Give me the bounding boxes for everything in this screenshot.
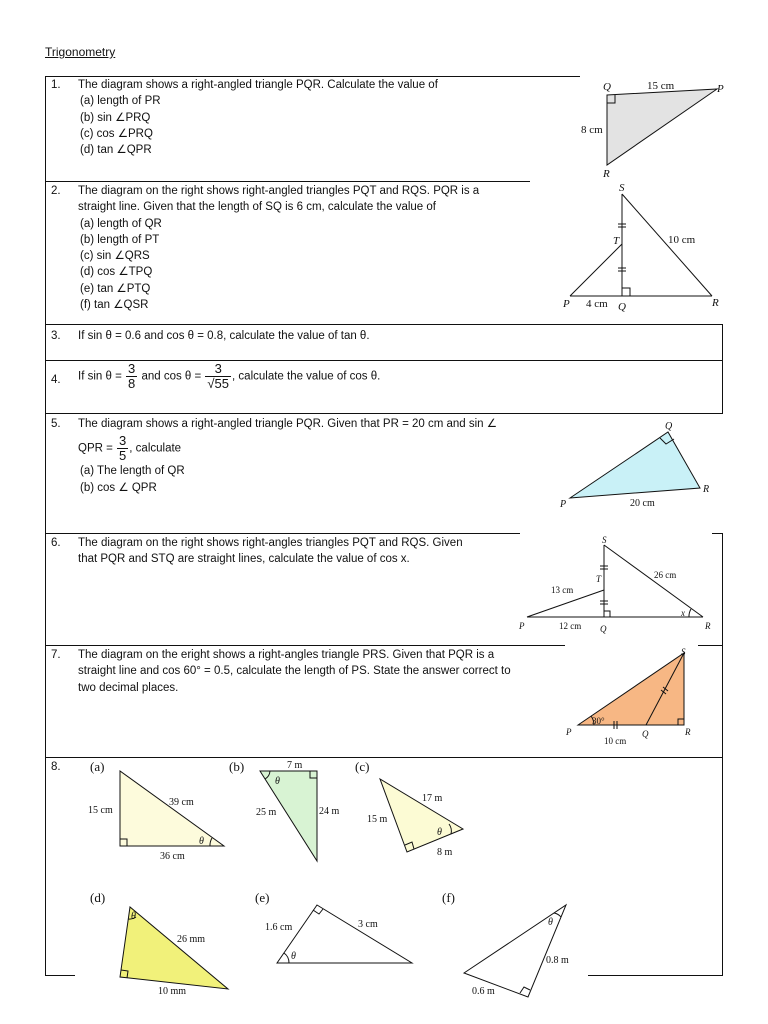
fraction-numerator: 3 — [119, 433, 127, 449]
side-length-label: 20 cm — [630, 498, 655, 509]
triangle-pqr — [607, 89, 717, 165]
side-length-label: 17 m — [422, 793, 443, 804]
question-part: (e) tan ∠PTQ — [80, 282, 151, 295]
side-length-label: 13 cm — [551, 585, 574, 595]
vertex-s-label: S — [681, 647, 686, 657]
table-rule — [45, 975, 75, 976]
fraction-denominator: 5 — [119, 448, 127, 464]
q8f-diagram — [440, 885, 590, 1015]
question-number: 3. — [51, 330, 61, 342]
fraction — [205, 362, 231, 391]
vertex-r-label: R — [603, 168, 610, 180]
question-8 — [51, 759, 81, 779]
vertex-p-label: P — [519, 621, 525, 631]
fraction — [117, 434, 128, 463]
question-part: (d) tan ∠QPR — [80, 144, 152, 157]
angle-x-label: x — [681, 608, 685, 618]
question-3 — [51, 328, 651, 348]
q8e-diagram — [255, 885, 425, 975]
question-part: (b) cos ∠ QPR — [80, 481, 157, 494]
part-label: (d) — [90, 890, 106, 905]
question-text: two decimal places. — [78, 681, 179, 694]
question-part: (a) The length of QR — [80, 465, 185, 478]
question-number: 6. — [51, 537, 61, 549]
vertex-r-label: R — [705, 621, 711, 631]
question-part: (d) cos ∠TPQ — [80, 266, 153, 279]
theta-label: θ — [199, 836, 204, 847]
question-4 — [51, 362, 651, 406]
side-length-label: 15 m — [367, 814, 388, 825]
table-rule — [588, 975, 723, 976]
question-6 — [51, 535, 521, 575]
question-text: and cos θ = — [141, 370, 202, 383]
question-7 — [51, 647, 561, 702]
question-part: (a) length of PR — [80, 95, 161, 108]
question-part: (b) length of PT — [80, 233, 160, 246]
question-text: straight line and cos 60° = 0.5, calculate the length of PS. State the answer correct to — [78, 665, 511, 678]
part-label: (b) — [229, 759, 245, 774]
fraction-numerator: 3 — [128, 361, 136, 376]
question-part: (b) sin ∠PRQ — [80, 111, 151, 124]
side-length-label: 26 mm — [177, 934, 206, 945]
vertex-t-label: T — [613, 235, 620, 247]
part-label: (e) — [255, 890, 270, 905]
fraction-denominator: √55 — [207, 376, 230, 391]
vertex-p-label: P — [560, 499, 567, 510]
vertex-r-label: R — [703, 484, 710, 495]
side-length-label: 3 cm — [358, 919, 378, 930]
question-text: straight line. Given that the length of SQ is 6 cm, calculate the value of — [78, 201, 436, 214]
table-rule — [45, 645, 565, 646]
q8d-diagram — [80, 885, 235, 1005]
question-part: (c) sin ∠QRS — [80, 250, 150, 263]
table-rule — [722, 324, 723, 414]
vertex-q-label: Q — [665, 421, 673, 432]
fraction-denominator: 8 — [128, 376, 136, 391]
side-length-label: 12 cm — [559, 621, 582, 631]
question-text: that PQR and STQ are straight lines, calculate the value of cos x. — [78, 553, 410, 566]
question-text: The diagram shows a right-angled triangle PQR. Given that PR = 20 cm and sin ∠ — [78, 418, 498, 430]
vertex-r-label: R — [685, 727, 691, 737]
side-length-label: 0.6 m — [472, 986, 495, 997]
side-length-label: 1.6 cm — [265, 922, 293, 933]
vertex-s-label: S — [602, 535, 607, 545]
vertex-p-label: P — [566, 727, 572, 737]
vertex-p-label: P — [717, 83, 724, 95]
question-1 — [51, 77, 581, 177]
theta-label: θ — [275, 776, 280, 787]
angle-label: 30° — [592, 716, 605, 726]
question-number: 5. — [51, 418, 61, 430]
theta-label: θ — [437, 827, 442, 838]
question-text: The diagram on the eright shows a right-angles triangle PRS. Given that PQR is a — [78, 649, 495, 661]
vertex-q-label: Q — [603, 81, 611, 93]
question-2 — [51, 183, 561, 323]
q8b-diagram — [225, 757, 350, 867]
table-rule — [45, 533, 520, 534]
table-rule — [45, 181, 530, 182]
side-length-label: 24 m — [319, 806, 340, 817]
side-length-label: 15 cm — [88, 805, 113, 816]
side-length-label: 26 cm — [654, 570, 677, 580]
table-rule — [722, 533, 723, 976]
q1-diagram — [575, 78, 725, 178]
q2-diagram — [560, 182, 725, 317]
side-length-label: 8 cm — [581, 124, 603, 136]
vertex-q-label: Q — [600, 624, 607, 634]
q5-diagram — [550, 420, 720, 515]
part-label: (f) — [442, 890, 455, 905]
question-text: , calculate — [129, 442, 182, 455]
theta-label: θ — [131, 911, 136, 922]
question-5 — [51, 416, 551, 526]
fraction — [126, 362, 137, 391]
question-text: The diagram on the right shows right-angled triangles PQT and RQS. PQR is a — [78, 185, 480, 197]
side-length-label: 8 m — [437, 847, 453, 858]
vertex-p-label: P — [563, 298, 570, 310]
side-length-label: 15 cm — [647, 80, 675, 92]
question-number: 7. — [51, 649, 61, 661]
side-length-label: 25 m — [256, 807, 277, 818]
question-text: If sin θ = 0.6 and cos θ = 0.8, calculate the value of tan θ. — [78, 330, 370, 342]
side-length-label: 10 cm — [604, 736, 627, 746]
q6-diagram — [515, 533, 715, 638]
question-number: 2. — [51, 185, 61, 197]
vertex-s-label: S — [619, 182, 625, 194]
table-rule — [45, 76, 46, 976]
vertex-q-label: Q — [618, 301, 626, 313]
question-number: 8. — [51, 761, 61, 773]
vertex-r-label: R — [712, 297, 719, 309]
vertex-t-label: T — [596, 574, 602, 584]
side-length-label: 4 cm — [586, 298, 608, 310]
q8c-diagram — [355, 757, 475, 867]
question-text: QPR = — [78, 442, 113, 455]
theta-label: θ — [291, 951, 296, 962]
table-rule — [45, 324, 723, 325]
question-part: (c) cos ∠PRQ — [80, 127, 153, 140]
q7-diagram — [560, 645, 705, 750]
table-rule — [45, 413, 723, 414]
side-length-label: 7 m — [287, 760, 303, 771]
question-part: (f) tan ∠QSR — [80, 299, 149, 312]
side-length-label: 10 mm — [158, 986, 187, 997]
question-text: The diagram on the right shows right-angles triangles PQT and RQS. Given — [78, 537, 463, 549]
vertex-q-label: Q — [642, 729, 649, 739]
part-label: (c) — [355, 759, 370, 774]
question-number: 4. — [51, 374, 61, 386]
side-length-label: 10 cm — [668, 234, 696, 246]
side-length-label: 39 cm — [169, 797, 194, 808]
side-length-label: 36 cm — [160, 851, 185, 862]
part-label: (a) — [90, 759, 105, 774]
table-rule — [45, 360, 723, 361]
page-title: Trigonometry — [45, 45, 116, 59]
side-length-label: 0.8 m — [546, 955, 569, 966]
question-text: , calculate the value of cos θ. — [232, 370, 381, 383]
question-part: (a) length of QR — [80, 217, 162, 230]
q8a-diagram — [80, 757, 235, 867]
question-text: The diagram shows a right-angled triangle PQR. Calculate the value of — [78, 79, 438, 91]
fraction-numerator: 3 — [205, 362, 231, 377]
question-number: 1. — [51, 79, 61, 91]
question-text: If sin θ = — [78, 370, 122, 383]
theta-label: θ — [548, 917, 553, 928]
